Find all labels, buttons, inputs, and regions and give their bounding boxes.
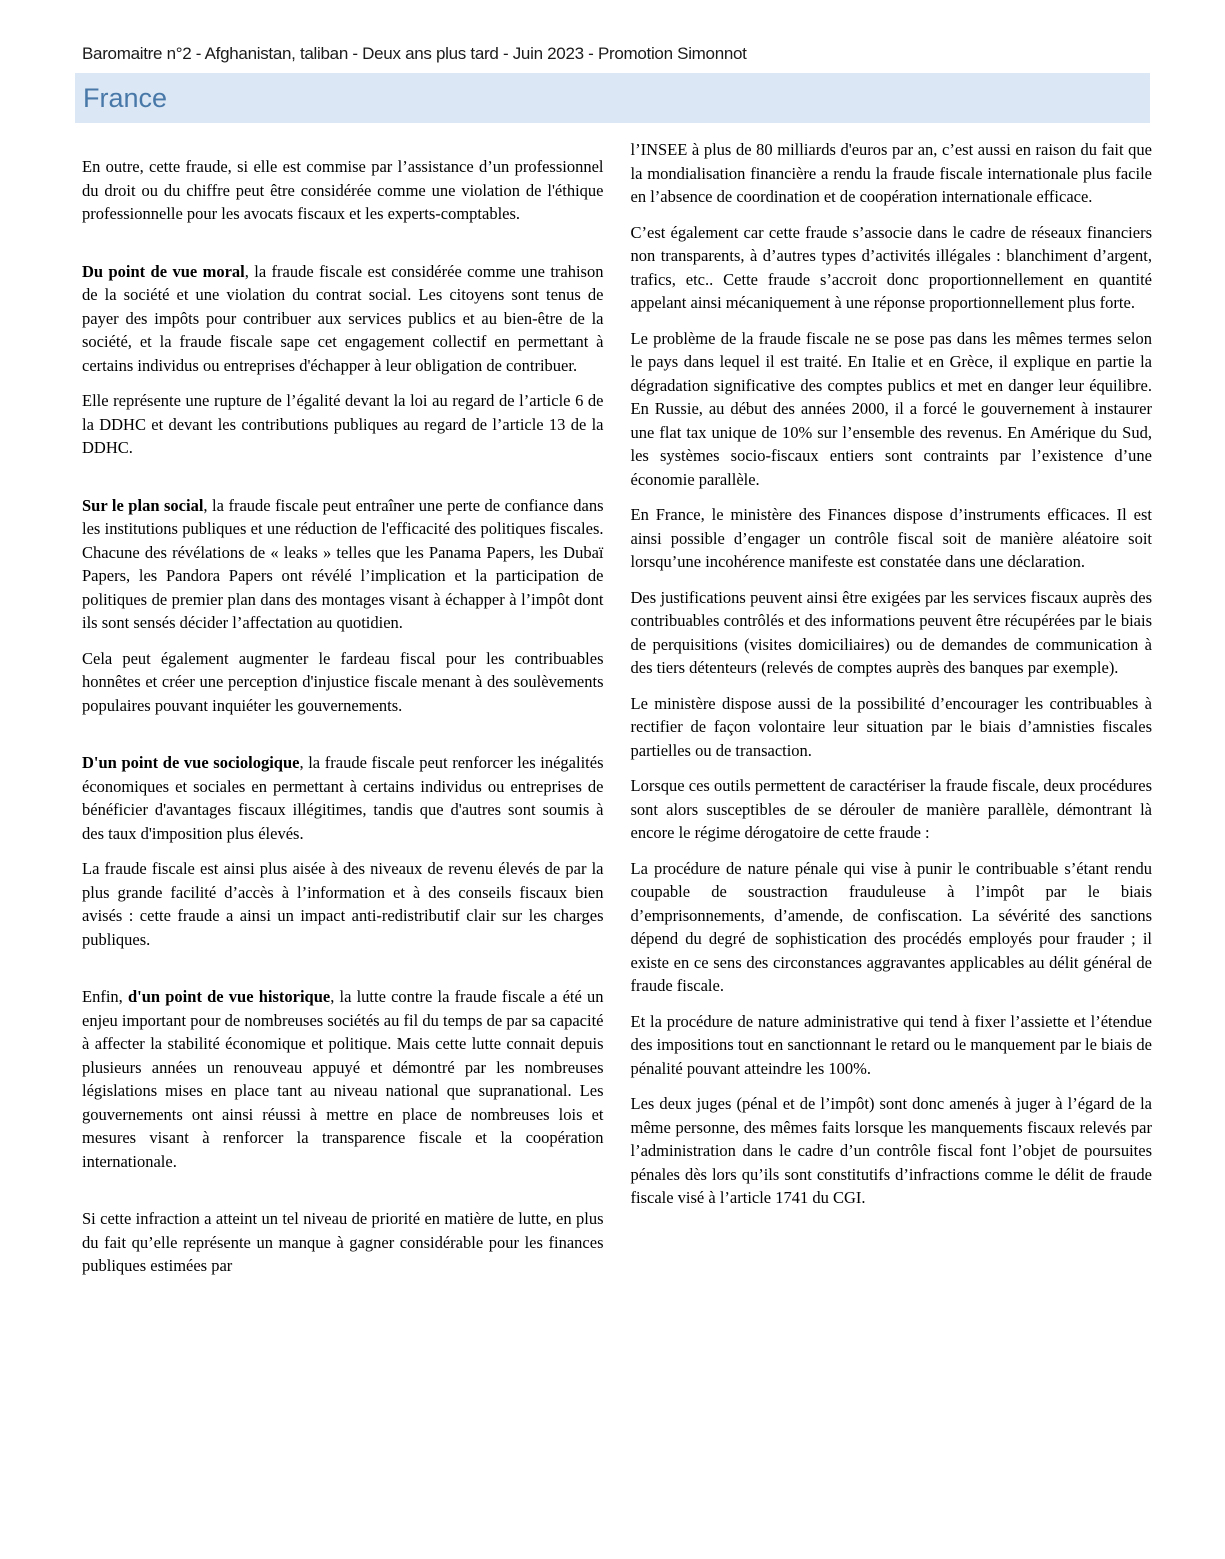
paragraph <box>82 155 604 226</box>
bold-text-run: D'un point de vue sociologique <box>82 753 300 772</box>
text-run: Et la procédure de nature administrative qui tend à fixer l’assiette et l’étendue des impositions tout en sanctionnant le retard ou le manquement par le biais de pénalité pouvant atteindre les 100%. <box>630 1011 1152 1078</box>
paragraph <box>82 751 604 845</box>
text-run: Si cette infraction a atteint un tel niveau de priorité en matière de lutte, en plus du fait qu’elle représente un manque à gagner considérable pour les finances publiques estimées par <box>82 1209 604 1275</box>
section-title: France <box>83 82 168 113</box>
paragraph <box>631 1092 1153 1210</box>
right-column <box>631 138 1153 1290</box>
text-run: Lorsque ces outils permettent de caractériser la fraude fiscale, deux procédures sont alors susceptibles de se dérouler de manière parallèle, démontrant là encore le régime dérogatoire de cette fraude : <box>630 776 1152 842</box>
paragraph <box>631 692 1153 763</box>
paragraph <box>631 586 1153 680</box>
text-run: , la fraude fiscale peut renforcer les inégalités économiques et sociales en permettant à certains individus ou entreprises de bénéficier d'avantages fiscaux illégitimes, tandis que d'autres sont soumis à des taux d'imposition plus élevés. <box>82 753 604 843</box>
header-title: Baromaitre n°2 - Afghanistan, taliban - Deux ans plus tard - Juin 2023 - Promotion Simonnot <box>82 44 747 63</box>
text-run: Le problème de la fraude fiscale ne se pose pas dans les mêmes termes selon le pays dans lequel il est traité. En Italie et en Grèce, il explique en partie la dégradation significative des comptes publics et met en danger leur équilibre. En Russie, au début des années 2000, il a forcé le gouvernement à instaurer une flat tax unique de 10% sur l’ensemble des revenus. En Amérique du Sud, les systèmes socio-fiscaux entiers sont contraints par l’existence d’une économie parallèle. <box>630 328 1152 489</box>
document-header <box>82 44 1152 64</box>
two-column-body <box>82 138 1152 1290</box>
paragraph <box>82 260 604 378</box>
paragraph <box>82 1207 604 1278</box>
bold-text-run: Du point de vue moral <box>82 261 245 281</box>
text-run: Cela peut également augmenter le fardeau fiscal pour les contribuables honnêtes et créer une perception d'injustice fiscale menant à des soulèvements populaires pouvant inquiéter les gouvernements. <box>82 648 604 715</box>
text-run: Le ministère dispose aussi de la possibilité d’encourager les contribuables à rectifier de façon volontaire leur situation par le biais d’amnisties fiscales partielles ou de transaction. <box>630 693 1152 760</box>
paragraph <box>82 389 604 460</box>
bold-text-run: d'un point de vue historique <box>127 987 331 1006</box>
section-title-band <box>75 73 1150 123</box>
paragraph <box>631 857 1153 998</box>
left-column <box>82 138 604 1290</box>
paragraph <box>631 221 1153 315</box>
text-run: Des justifications peuvent ainsi être exigées par les services fiscaux auprès des contribuables contrôlés et des informations peuvent être récupérées par le biais de perquisitions (visites domiciliaires) ou de demandes de communication à des tiers détenteurs (relevés de comptes auprès des banques par exemple). <box>630 587 1152 677</box>
paragraph <box>82 857 604 951</box>
text-run: Enfin, <box>82 987 128 1006</box>
paragraph <box>82 494 604 635</box>
paragraph <box>631 138 1153 209</box>
paragraph <box>631 503 1153 574</box>
paragraph <box>631 1010 1153 1081</box>
text-run: , la fraude fiscale est considérée comme une trahison de la société et une violation du contrat social. Les citoyens sont tenus de payer des impôts pour contribuer aux services publics et au bien-être de la société, et la fraude fiscale sape cet engagement collectif en permettant à certains individus ou entreprises d'échapper à leur obligation de contribuer. <box>82 261 604 375</box>
paragraph <box>82 985 604 1173</box>
bold-text-run: Sur le plan social <box>82 495 204 515</box>
text-run: La fraude fiscale est ainsi plus aisée à des niveaux de revenu élevés de par la plus grande facilité d’accès à l’information et à des conseils fiscaux bien avisés : cette fraude a ainsi un impact anti-redistributif clair sur les charges publiques. <box>82 859 604 949</box>
text-run: C’est également car cette fraude s’associe dans le cadre de réseaux financiers non transparents, à d’autres types d’activités illégales : blanchiment d’argent, trafics, etc.. Cette fraude s’accroit donc proportionnellement en quantité appelant ainsi mécaniquement à une réponse proportionnellement plus forte. <box>630 222 1152 312</box>
text-run: La procédure de nature pénale qui vise à punir le contribuable s’étant rendu coupable de soustraction frauduleuse à l’impôt par le biais d’emprisonnements, d’amende, de confiscation. La sévérité des sanctions dépend du degré de sophistication des procédés employés pour frauder ; il existe en ce sens des circonstances aggravantes applicables au délit général de fraude fiscale. <box>630 858 1152 995</box>
text-run: , la lutte contre la fraude fiscale a été un enjeu important pour de nombreuses sociétés au fil du temps de par sa capacité à affecter la stabilité économique et politique. Mais cette lutte connait depuis plusieurs années un renouveau appuyé et démontré par les nombreuses législations mises en place tant au niveau national que supranational. Les gouvernements ont ainsi réussi à mettre en place de nombreuses lois et mesures visant à renforcer la transparence fiscale et la coopération internationale. <box>82 987 604 1171</box>
text-run: Elle représente une rupture de l’égalité devant la loi au regard de l’article 6 de la DDHC et devant les contributions publiques au regard de l’article 13 de la DDHC. <box>82 391 604 457</box>
text-run: Les deux juges (pénal et de l’impôt) sont donc amenés à juger à l’égard de la même personne, des mêmes faits lorsque les manquements fiscaux relevés par l’administration dans le cadre d’un contrôle fiscal font l’objet de poursuites pénales dès lors qu’ils sont constitutifs d’infractions comme le délit de fraude fiscale visé à l’article 1741 du CGI. <box>630 1094 1152 1207</box>
text-run: , la fraude fiscale peut entraîner une perte de confiance dans les institutions publiques et une réduction de l'efficacité des politiques fiscales. Chacune des révélations de « leaks » telles que les Panama Papers, les Dubaï Papers, les Pandora Papers ont révélé l’implication et la participation de politiques de premier plan dans des montages visant à échapper à l’impôt dont ils sont sensés décider l’affectation au quotidien. <box>82 495 604 632</box>
text-run: En outre, cette fraude, si elle est commise par l’assistance d’un professionnel du droit ou du chiffre peut être considérée comme une violation de l'éthique professionnelle pour les avocats fiscaux et les experts-comptables. <box>82 157 604 223</box>
text-run: l’INSEE à plus de 80 milliards d'euros par an, c’est aussi en raison du fait que la mondialisation financière a rendu la fraude fiscale internationale plus facile en l’absence de coordination et de coopération internationale efficace. <box>630 140 1152 206</box>
paragraph <box>631 327 1153 492</box>
text-run: En France, le ministère des Finances dispose d’instruments efficaces. Il est ainsi possible d’engager un contrôle fiscal soit de manière aléatoire soit lorsqu’une incohérence manifeste est constatée dans une déclaration. <box>630 505 1152 571</box>
paragraph <box>631 774 1153 845</box>
paragraph <box>82 647 604 718</box>
